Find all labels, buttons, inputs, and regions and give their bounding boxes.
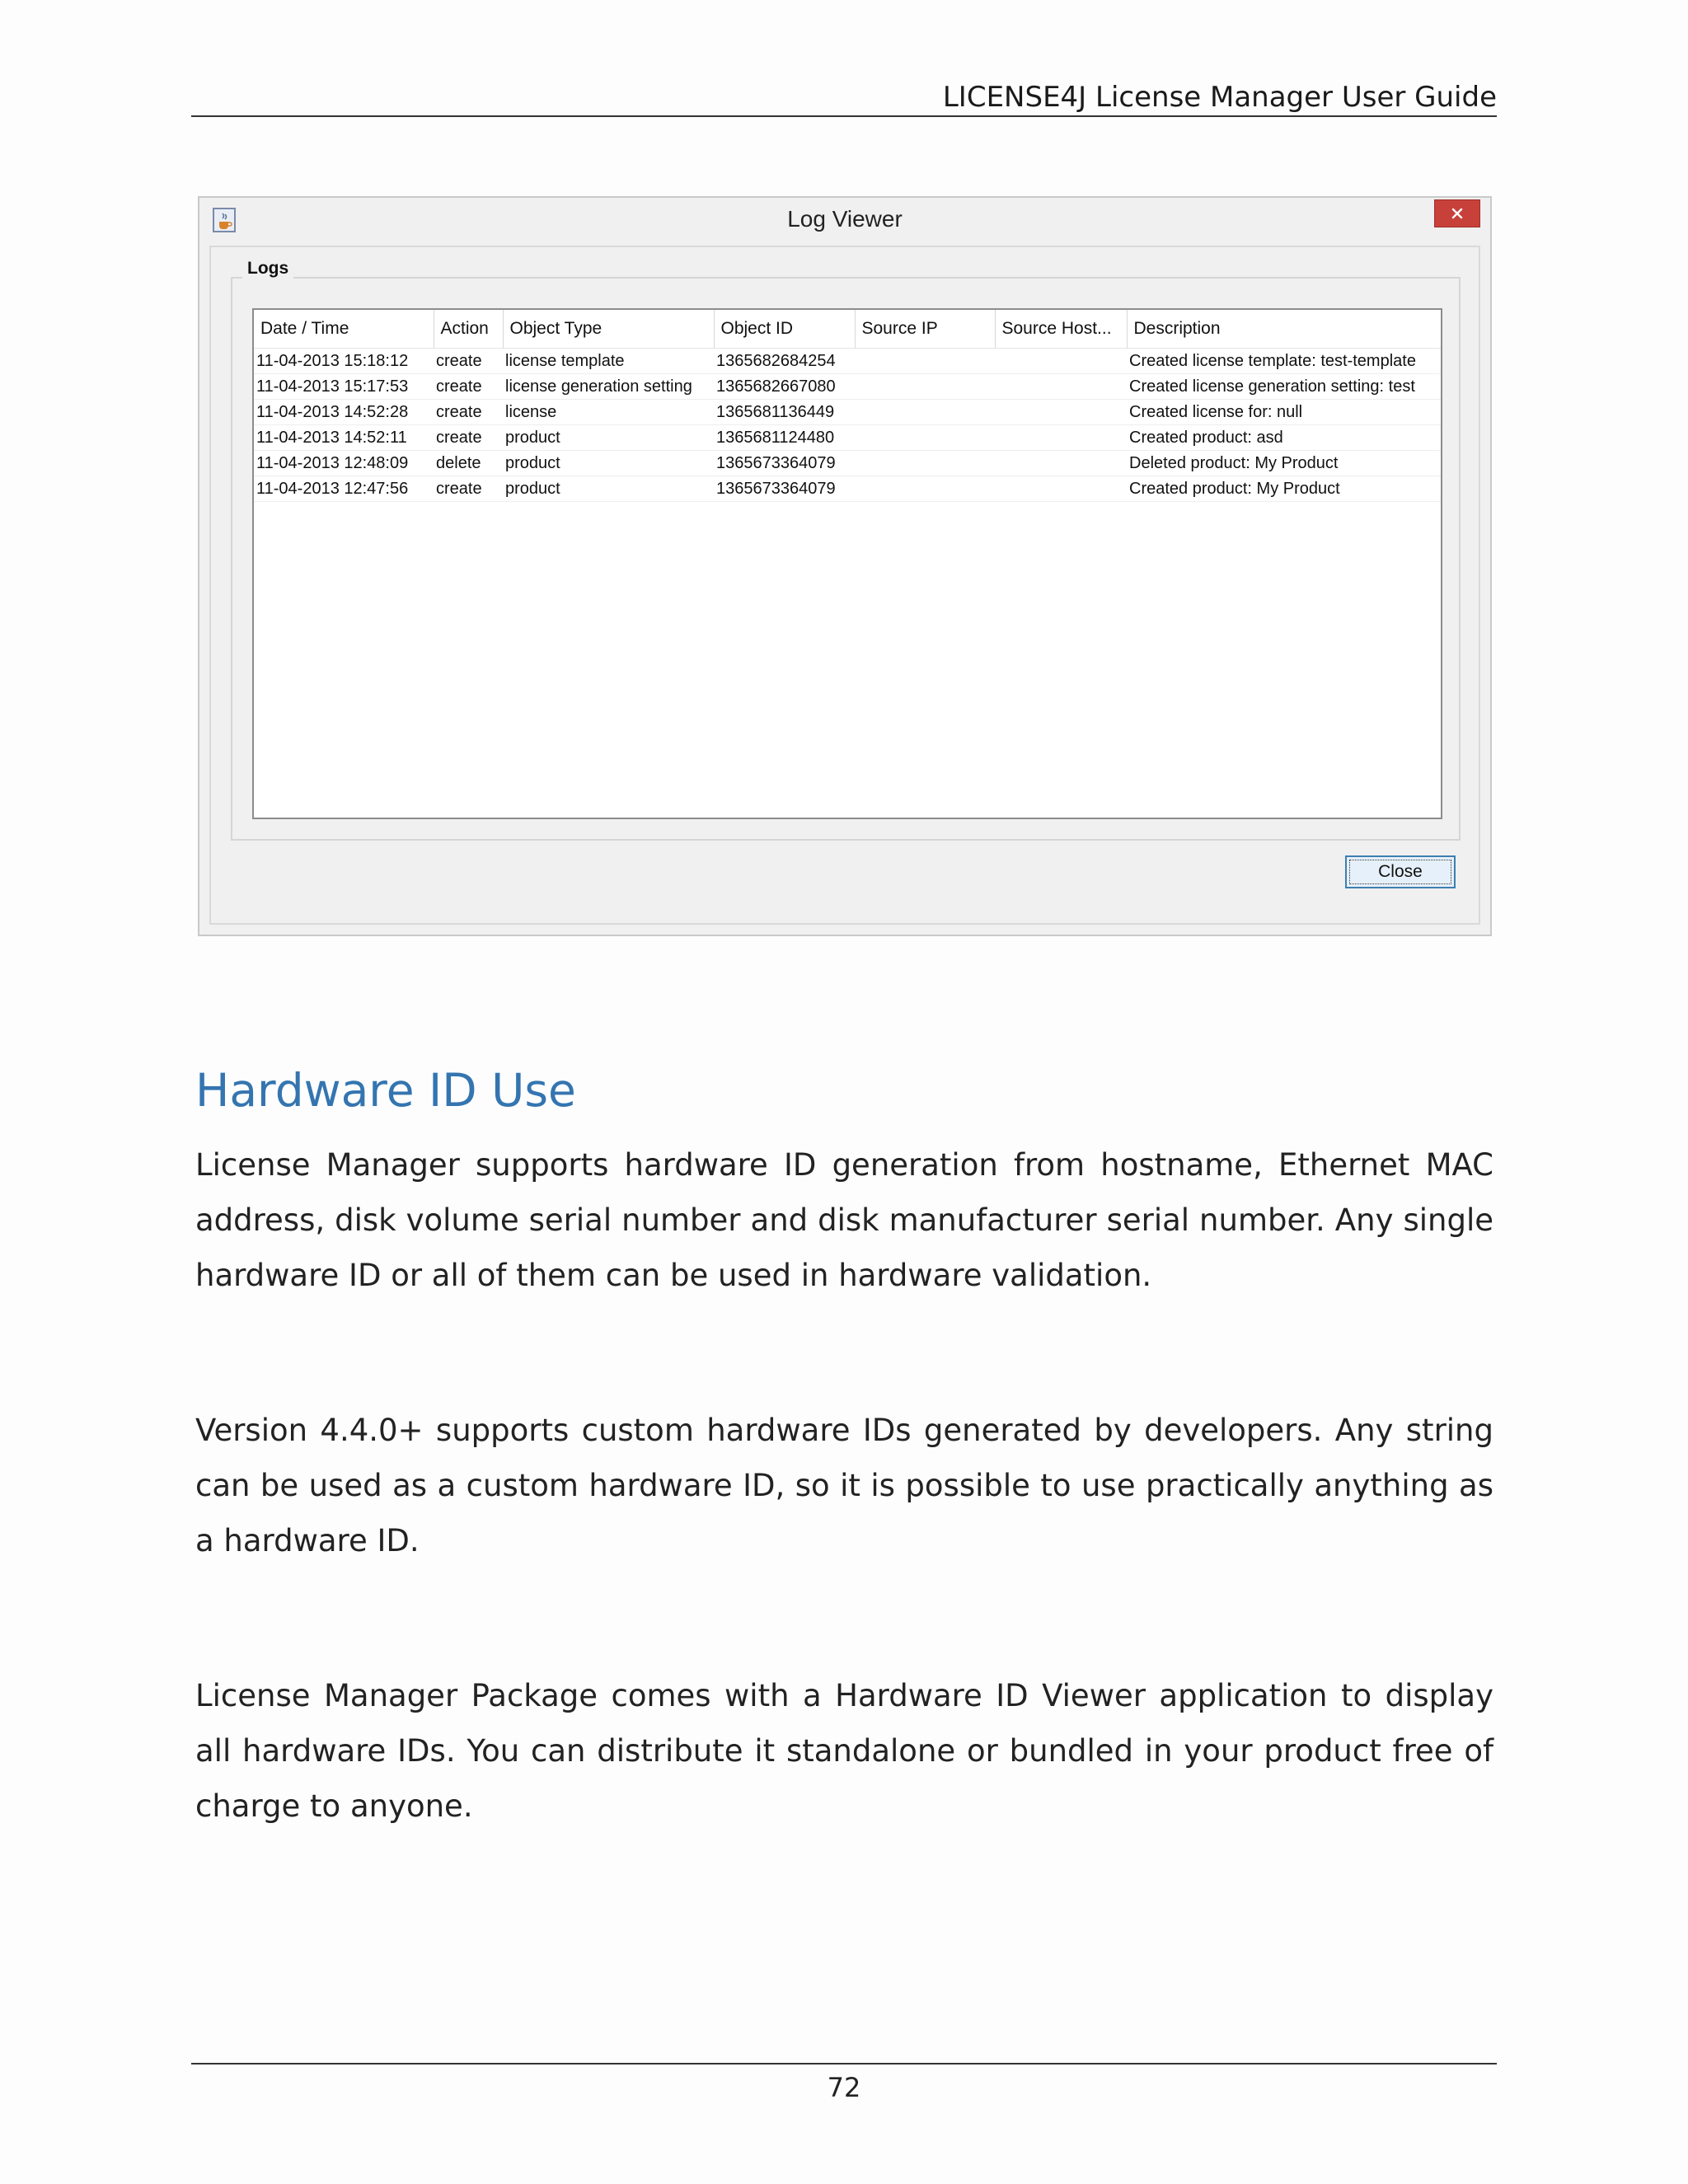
table-row[interactable]	[254, 349, 1441, 374]
cell-object-type: product	[503, 476, 714, 502]
paragraph: License Manager Package comes with a Hardware ID Viewer application to display all hardware IDs. You can distribute it standalone or bundled in your product free of charge to anyone.	[195, 1678, 1493, 1824]
page-header	[191, 79, 1497, 117]
cell-object-id: 1365681124480	[714, 425, 855, 451]
cell-action: create	[434, 374, 503, 400]
cell-source-ip	[855, 349, 995, 374]
cell-date-time: 11-04-2013 12:48:09	[254, 451, 434, 476]
column-header-action[interactable]: Action	[434, 310, 503, 349]
log-table-container[interactable]	[252, 308, 1442, 819]
cell-object-id: 1365673364079	[714, 476, 855, 502]
header-title: LICENSE4J License Manager User Guide	[942, 81, 1497, 114]
cell-source-host	[995, 451, 1127, 476]
close-icon[interactable]	[1434, 199, 1480, 227]
cell-date-time: 11-04-2013 14:52:28	[254, 400, 434, 425]
cell-source-ip	[855, 425, 995, 451]
table-row[interactable]	[254, 425, 1441, 451]
table-row[interactable]	[254, 400, 1441, 425]
cell-source-ip	[855, 374, 995, 400]
paragraph: Version 4.4.0+ supports custom hardware IDs generated by developers. Any string can be used as a custom hardware ID, so it is possible to use practically anything as a hardware ID.	[195, 1413, 1493, 1558]
column-header-object-type[interactable]: Object Type	[503, 310, 714, 349]
cell-action: create	[434, 425, 503, 451]
cell-source-ip	[855, 476, 995, 502]
cell-source-host	[995, 400, 1127, 425]
cell-date-time: 11-04-2013 15:18:12	[254, 349, 434, 374]
log-table	[254, 310, 1442, 502]
column-header-description[interactable]: Description	[1127, 310, 1441, 349]
cell-source-ip	[855, 451, 995, 476]
logs-group	[231, 259, 1461, 841]
window-title: Log Viewer	[787, 206, 903, 232]
cell-source-ip	[855, 400, 995, 425]
cell-object-type: license template	[503, 349, 714, 374]
cell-object-type: product	[503, 451, 714, 476]
cell-object-id: 1365682684254	[714, 349, 855, 374]
cell-source-host	[995, 374, 1127, 400]
window-client	[209, 246, 1480, 925]
cell-action: create	[434, 476, 503, 502]
footer-rule	[191, 2063, 1497, 2064]
cell-description: Created product: My Product	[1127, 476, 1441, 502]
logs-group-label: Logs	[242, 259, 293, 279]
cell-object-id: 1365673364079	[714, 451, 855, 476]
column-header-source-ip[interactable]: Source IP	[855, 310, 995, 349]
cell-description: Created license template: test-template	[1127, 349, 1441, 374]
cell-object-type: product	[503, 425, 714, 451]
cell-object-id: 1365681136449	[714, 400, 855, 425]
cell-action: delete	[434, 451, 503, 476]
table-header-row	[254, 310, 1441, 349]
table-row[interactable]	[254, 374, 1441, 400]
title-bar	[199, 198, 1490, 246]
cell-date-time: 11-04-2013 14:52:11	[254, 425, 434, 451]
cell-description: Deleted product: My Product	[1127, 451, 1441, 476]
cell-object-type: license generation setting	[503, 374, 714, 400]
cell-source-host	[995, 425, 1127, 451]
cell-source-host	[995, 476, 1127, 502]
cell-action: create	[434, 400, 503, 425]
table-row[interactable]	[254, 476, 1441, 502]
cell-description: Created license for: null	[1127, 400, 1441, 425]
log-viewer-window	[198, 196, 1492, 936]
column-header-source-host[interactable]: Source Host...	[995, 310, 1127, 349]
section-heading: Hardware ID Use	[195, 1064, 576, 1117]
cell-date-time: 11-04-2013 12:47:56	[254, 476, 434, 502]
cell-date-time: 11-04-2013 15:17:53	[254, 374, 434, 400]
cell-action: create	[434, 349, 503, 374]
cell-description: Created product: asd	[1127, 425, 1441, 451]
cell-description: Created license generation setting: test	[1127, 374, 1441, 400]
paragraph: License Manager supports hardware ID generation from hostname, Ethernet MAC address, disk volume serial number and disk manufacturer serial number. Any single hardware ID or all of them can be used in hardware validation.	[195, 1147, 1493, 1293]
cell-source-host	[995, 349, 1127, 374]
column-header-object-id[interactable]: Object ID	[714, 310, 855, 349]
table-row[interactable]	[254, 451, 1441, 476]
column-header-date-time[interactable]: Date / Time	[254, 310, 434, 349]
cell-object-id: 1365682667080	[714, 374, 855, 400]
close-button[interactable]: Close	[1345, 855, 1456, 888]
page-number: 72	[827, 2072, 861, 2103]
cell-object-type: license	[503, 400, 714, 425]
